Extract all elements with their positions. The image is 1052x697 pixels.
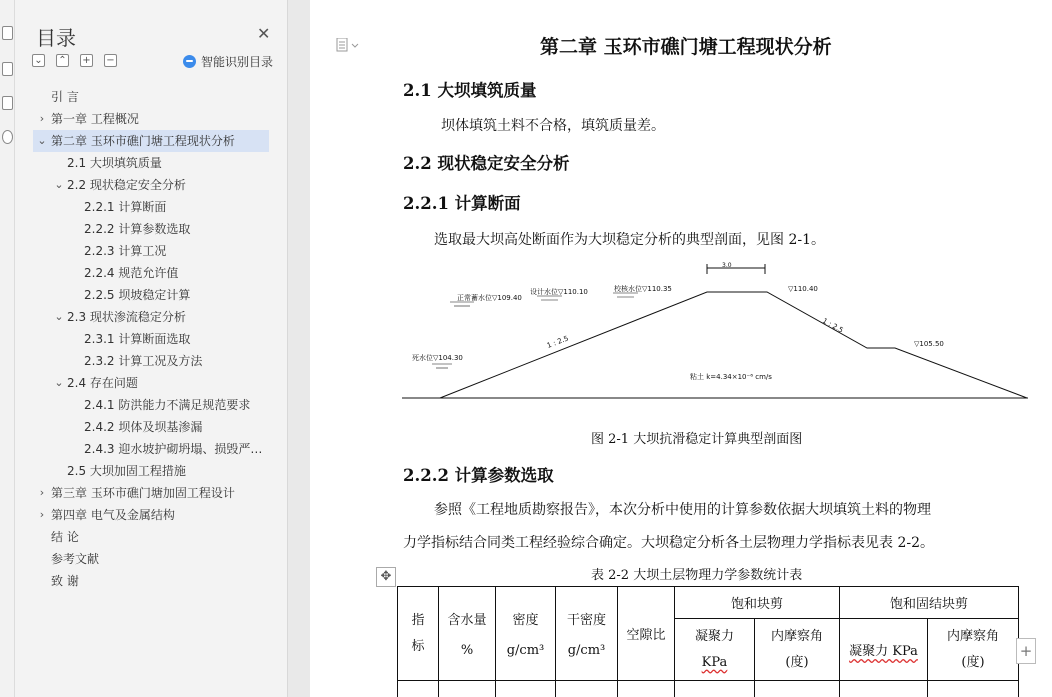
downstream-slope-label: 1 : 2.5 bbox=[821, 316, 845, 335]
remove-heading-icon[interactable]: − bbox=[104, 54, 117, 67]
toc-item-label: 2.2.1 计算断面 bbox=[84, 200, 167, 214]
section-2-2-2-text-line2: 力学指标结合同类工程经验综合确定。大坝稳定分析各土层物理力学指标表见表 2-2。 bbox=[403, 535, 934, 551]
section-2-1-heading: 2.1 大坝填筑质量 bbox=[403, 81, 537, 100]
toc-item[interactable] bbox=[33, 306, 287, 328]
smart-toc-icon bbox=[183, 55, 196, 68]
page-thumbnail-icon[interactable] bbox=[2, 96, 13, 110]
toc-item-label: 2.4.2 坝体及坝基渗漏 bbox=[84, 420, 203, 434]
collapse-all-icon[interactable]: ⌄ bbox=[32, 54, 45, 67]
dead-level-label: 死水位▽104.30 bbox=[412, 354, 463, 362]
toc-item-label: 参考文献 bbox=[51, 552, 100, 566]
toc-item-label: 2.4.1 防洪能力不满足规范要求 bbox=[84, 398, 251, 412]
toc-item[interactable] bbox=[33, 438, 287, 460]
crest-level-label: ▽110.40 bbox=[788, 285, 818, 293]
toc-title: 目录 bbox=[36, 26, 76, 50]
header-cohesion: 凝聚力 KPa bbox=[675, 619, 755, 681]
toc-item-label: 2.2.5 坝坡稳定计算 bbox=[84, 288, 191, 302]
toc-item-label: 2.3 现状渗流稳定分析 bbox=[67, 310, 186, 324]
toc-item[interactable] bbox=[33, 284, 287, 306]
toc-item[interactable] bbox=[33, 394, 287, 416]
toc-item-label: 2.4 存在问题 bbox=[67, 376, 138, 390]
section-2-2-heading: 2.2 现状稳定安全分析 bbox=[403, 154, 570, 173]
close-icon[interactable]: ✕ bbox=[257, 24, 271, 43]
check-level-label: 校核水位▽110.35 bbox=[614, 285, 672, 293]
section-2-1-text: 坝体填筑土料不合格，填筑质量差。 bbox=[441, 118, 665, 134]
header-dry-density: 干密度 g/cm³ bbox=[556, 587, 618, 681]
toc-item-label: 第四章 电气及金属结构 bbox=[51, 508, 175, 522]
chevron-down-icon[interactable]: ⌄ bbox=[54, 178, 64, 191]
figure-caption: 图 2-1 大坝抗滑稳定计算典型剖面图 bbox=[591, 432, 803, 447]
toc-item-label: 引 言 bbox=[51, 90, 79, 104]
soil-label: 粘土 k=4.34×10⁻⁶ cm/s bbox=[690, 373, 772, 381]
toc-item[interactable] bbox=[33, 548, 287, 570]
section-2-2-2-heading: 2.2.2 计算参数选取 bbox=[403, 466, 554, 485]
dam-cross-section-figure bbox=[402, 262, 1028, 402]
header-saturated-shear: 饱和块剪 bbox=[675, 587, 840, 619]
section-2-2-1-heading: 2.2.1 计算断面 bbox=[403, 194, 521, 213]
toc-item[interactable] bbox=[33, 240, 287, 262]
toc-item-label: 2.5 大坝加固工程措施 bbox=[67, 464, 186, 478]
chevron-right-icon[interactable]: › bbox=[39, 508, 45, 521]
design-level-label: 设计水位▽110.10 bbox=[530, 288, 588, 296]
chevron-right-icon[interactable]: › bbox=[39, 486, 45, 499]
toc-item[interactable] bbox=[33, 86, 287, 108]
chevron-down-icon[interactable]: ⌄ bbox=[37, 134, 47, 147]
toc-item[interactable] bbox=[33, 108, 287, 130]
berm-level-label: ▽105.50 bbox=[914, 340, 944, 348]
add-heading-icon[interactable]: + bbox=[80, 54, 93, 67]
toc-panel-icon[interactable] bbox=[2, 26, 13, 40]
toc-item-label: 第二章 玉环市礁门塘工程现状分析 bbox=[51, 134, 235, 148]
header-friction: 内摩察角 (度) bbox=[755, 619, 840, 681]
header-index: 指标 bbox=[398, 587, 439, 681]
smart-toc-button[interactable] bbox=[183, 53, 273, 70]
header-consolidated-shear: 饱和固结块剪 bbox=[840, 587, 1019, 619]
toc-item-label: 2.3.2 计算工况及方法 bbox=[84, 354, 203, 368]
toc-item-label: 第一章 工程概况 bbox=[51, 112, 139, 126]
toc-item[interactable] bbox=[33, 350, 287, 372]
toc-item-label: 2.1 大坝填筑质量 bbox=[67, 156, 162, 170]
chapter-title: 第二章 玉环市礁门塘工程现状分析 bbox=[540, 36, 832, 58]
table-move-handle[interactable]: ✥ bbox=[376, 567, 396, 587]
toc-item-label: 2.4.3 迎水坡护砌坍塌、损毁严… bbox=[84, 442, 263, 456]
toc-list bbox=[33, 86, 287, 592]
bookmark-icon[interactable] bbox=[2, 62, 13, 76]
toc-item[interactable] bbox=[33, 130, 269, 152]
chevron-right-icon[interactable]: › bbox=[39, 112, 45, 125]
toc-item-label: 第三章 玉环市礁门塘加固工程设计 bbox=[51, 486, 235, 500]
section-2-2-1-text: 选取最大坝高处断面作为大坝稳定分析的典型剖面，见图 2-1。 bbox=[434, 232, 825, 248]
add-column-button[interactable]: + bbox=[1016, 638, 1036, 664]
toc-item-label: 结 论 bbox=[51, 530, 79, 544]
toc-item-label: 2.3.1 计算断面选取 bbox=[84, 332, 191, 346]
toc-item[interactable] bbox=[33, 328, 287, 350]
toc-item[interactable] bbox=[33, 570, 287, 592]
toc-item-label: 2.2.3 计算工况 bbox=[84, 244, 167, 258]
toc-item[interactable] bbox=[33, 218, 287, 240]
soil-parameter-table bbox=[397, 586, 1019, 697]
crest-width-label: 3.0 bbox=[722, 262, 732, 269]
section-2-2-2-text-line1: 参照《工程地质勘察报告》，本次分析中使用的计算参数依据大坝填筑土料的物理 bbox=[434, 502, 931, 518]
normal-level-label: 正常蓄水位▽109.40 bbox=[457, 294, 522, 302]
toc-item[interactable] bbox=[33, 262, 287, 284]
toc-item[interactable] bbox=[33, 152, 287, 174]
toc-item[interactable] bbox=[33, 460, 287, 482]
toc-item-label: 2.2 现状稳定安全分析 bbox=[67, 178, 186, 192]
header-water: 含水量 % bbox=[439, 587, 496, 681]
toc-item[interactable] bbox=[33, 482, 287, 504]
document-page bbox=[310, 0, 1052, 697]
toc-item[interactable] bbox=[33, 504, 287, 526]
toc-item-label: 2.2.4 规范允许值 bbox=[84, 266, 179, 280]
toc-item[interactable] bbox=[33, 416, 287, 438]
page-outline-icon[interactable] bbox=[336, 38, 362, 52]
toc-item[interactable] bbox=[33, 372, 287, 394]
chevron-down-icon[interactable]: ⌄ bbox=[54, 376, 64, 389]
header-density: 密度 g/cm³ bbox=[496, 587, 556, 681]
expand-up-icon[interactable]: ⌃ bbox=[56, 54, 69, 67]
header-cohesion-2: 凝聚力 KPa bbox=[840, 619, 928, 681]
chevron-down-icon[interactable]: ⌄ bbox=[54, 310, 64, 323]
search-icon[interactable] bbox=[2, 130, 13, 144]
upstream-slope-label: 1 : 2.5 bbox=[545, 334, 570, 350]
toc-item[interactable] bbox=[33, 174, 287, 196]
left-toolbar-strip bbox=[0, 0, 15, 697]
toc-item[interactable] bbox=[33, 526, 287, 548]
header-void-ratio: 空隙比 bbox=[618, 587, 675, 681]
toc-item[interactable] bbox=[33, 196, 287, 218]
header-friction-2: 内摩察角 (度) bbox=[928, 619, 1019, 681]
table-caption: 表 2-2 大坝土层物理力学参数统计表 bbox=[591, 568, 803, 583]
toc-panel bbox=[15, 0, 288, 697]
smart-toc-label: 智能识别目录 bbox=[201, 55, 274, 69]
toc-item-label: 致 谢 bbox=[51, 574, 79, 588]
toc-item-label: 2.2.2 计算参数选取 bbox=[84, 222, 191, 236]
